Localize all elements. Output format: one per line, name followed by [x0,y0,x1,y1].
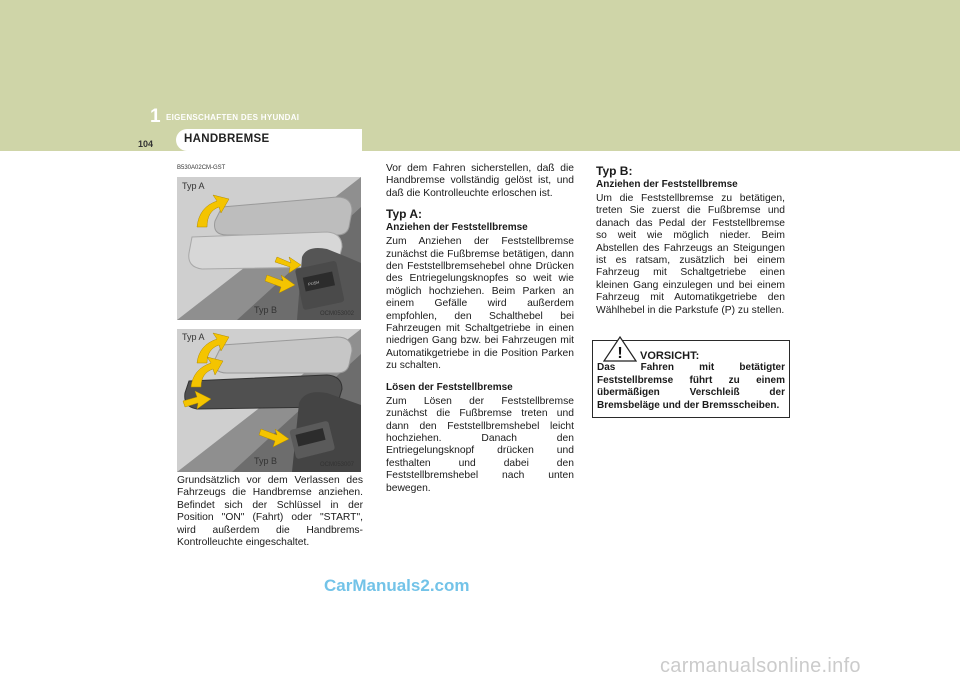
figure1-code: OCM053002 [320,311,355,317]
chapter-title: EIGENSCHAFTEN DES HYUNDAI [166,113,300,122]
figure2-label-typ-a: Typ A [182,332,205,342]
figure2-code: OCM053007 [320,462,355,468]
column-right [596,165,785,325]
figure1-label-typ-b: Typ B [254,305,278,315]
column-left [177,475,363,557]
typ-a-subheading: Anziehen der Feststellbremse [386,222,528,234]
watermark-link[interactable]: CarManuals2.com [324,576,470,595]
typ-b-paragraph: Um die Feststellbremse zu betätigen, treten Sie zuerst die Fußbremse und danach das Pedal der Feststellbremse so weit wie möglich nieder. Beim Abstellen des Fahrzeugs an Steigungen ist es ratsam, zusätzlich bei einem Fahrzeug mit Schaltgetriebe einen kleinen Gang einzulegen und bei einem Fahrzeug mit Automatikgetriebe den Wählhebel in die Parkstufe (P) zu stellen. [596,193,785,316]
page-number: 104 [138,139,154,149]
typ-b-subheading: Anziehen der Feststellbremse [596,179,738,190]
intro-paragraph: Grundsätzlich vor dem Verlassen des Fahrzeugs die Handbremse anziehen. Befindet sich der Schlüssel in der Position "ON" (Fahrt) oder "START", wird außerdem die Handbrems-Kontrolleuchte eingeschaltet. [177,475,363,549]
header-band [0,0,960,151]
release-paragraph: Zum Lösen der Feststellbremse zunächst die Fußbremse treten und dann den Feststellbremshebel leicht hochziehen. Danach den Entriegelungsknopf drücken und festhalten und dabei den Feststellbremshebel nach unten bewegen. [386,395,574,494]
section-title: HANDBREMSE [184,133,270,145]
handbrake-illustration-2 [177,329,361,472]
figure2-label-typ-b: Typ B [254,456,278,466]
typ-a-heading: Typ A: [386,207,422,222]
typ-a-paragraph: Zum Anziehen der Feststellbremse zunächst die Fußbremse betätigen, dann den Feststellbremsehebel ohne Drücken des Entriegelungsknopfes so weit wie möglich hochziehen. Beim Parken an einem Gefälle wird außerdem empfohlen, den Schalthebel bei Fahrzeugen mit Schaltgetriebe in einen niedrigen Gang bzw. bei Fahrzeugen mit Automatikgetriebe in die Position Parken zu schalten. [386,236,574,372]
figure-code: B530A02CM-GST [177,165,226,171]
handbrake-figure-2 [177,329,361,472]
figure1-label-typ-a: Typ A [182,181,205,191]
warning-triangle-icon [603,336,637,362]
chapter-number: 1 [150,106,161,127]
warning-text: Das Fahren mit betätigter Feststellbremse führt zu einem übermäßigen Verschleiß der Bremsbeläge und der Bremsscheiben. [597,362,785,411]
check-paragraph: Vor dem Fahren sicherstellen, daß die Handbremse vollständig gelöst ist, und daß die Kontrolleuchte erloschen ist. [386,163,574,199]
warning-symbol: ! [617,345,623,362]
left-margin [0,151,145,678]
release-subheading: Lösen der Feststellbremse [386,381,513,393]
footer-watermark: carmanualsonline.info [660,655,861,677]
handbrake-illustration-1 [177,177,361,320]
typ-b-heading: Typ B: [596,164,633,178]
svg-text:PUSH: PUSH [307,279,320,287]
warning-title: VORSICHT: [640,350,700,362]
handbrake-figure-1 [177,177,361,320]
column-middle [386,163,574,503]
